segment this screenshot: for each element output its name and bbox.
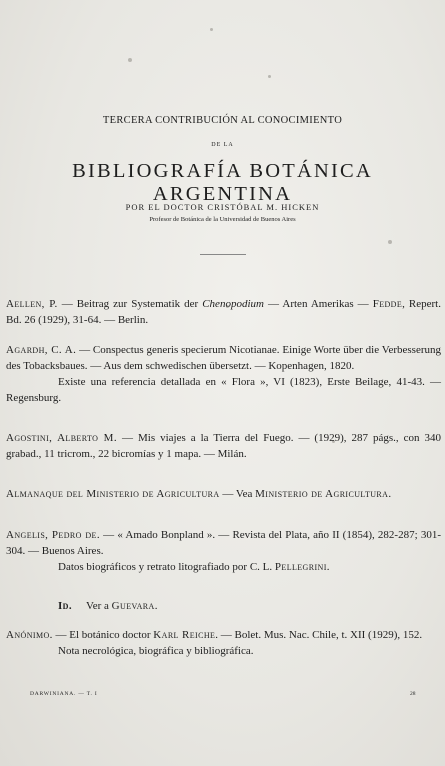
bibliography-entry: Almanaque del Ministerio de Agricultura — Vea Ministerio de Agricultura.	[6, 488, 392, 500]
bibliography-entry: Id. Ver a Guevara.	[58, 600, 158, 612]
bibliography-entry: Agardh, C. A. — Conspectus generis specierum Nicotianae. Einige Worte über die Verbesserung des Tobacksbaues. — Aus dem schwedischen übersetzt. — Kopenhagen, 1820. Existe una referencia detallada en « Flora », VI (1823), Erste Beilage, 41-43. — Regensburg.	[6, 344, 441, 404]
paper-speck	[128, 58, 132, 62]
bibliography-entry: Anónimo. — El botánico doctor Karl Reiche. — Bolet. Mus. Nac. Chile, t. XII (1929), 152. Nota necrológica, biográfica y bibliográfica.	[6, 627, 441, 659]
entry-author: Agardh, C. A.	[6, 344, 77, 356]
entry-author: Anónimo.	[6, 629, 53, 641]
series-connector: DE LA	[211, 142, 234, 148]
entry-author: Angelis, Pedro de.	[6, 529, 100, 541]
bibliography-entry: Aellen, P. — Beitrag zur Systematik der Chenopodium — Arten Amerikas — Fedde, Repert. Bd. 26 (1929), 31-64. — Berlin.	[6, 298, 441, 326]
entry-author: Id.	[58, 600, 73, 612]
entry-note: Nota necrológica, biográfica y bibliográfica.	[58, 645, 254, 657]
running-footer: DARWINIANA. — T. I	[30, 691, 98, 697]
paper-speck	[388, 240, 392, 244]
page-number: 28	[410, 691, 416, 697]
bibliography-entry: Agostini, Alberto M. — Mis viajes a la Tierra del Fuego. — (1929), 287 págs., con 340 grabad., 11 tricrom., 22 bicromías y 1 mapa. — Milán.	[6, 432, 441, 460]
entry-note: Datos biográficos y retrato litografiado por C. L. Pellegrini.	[58, 561, 330, 573]
bibliography-entry: Angelis, Pedro de. — « Amado Bonpland ». — Revista del Plata, año II (1854), 282-287; 301-304. — Buenos Aires. Datos biográficos y retrato litografiado por C. L. Pellegrini.	[6, 529, 441, 573]
series-heading: TERCERA CONTRIBUCIÓN AL CONOCIMIENTO	[102, 115, 343, 126]
entry-taxon: Chenopodium	[202, 298, 264, 310]
entry-author: Aellen, P.	[6, 298, 58, 310]
entry-author: Agostini, Alberto M.	[6, 432, 118, 444]
paper-speck	[268, 75, 271, 78]
entry-author: Almanaque del Ministerio de Agricultura	[6, 488, 220, 500]
divider	[200, 254, 246, 255]
author-affiliation: Profesor de Botánica de la Universidad de Buenos Aires	[149, 216, 296, 223]
page-title: BIBLIOGRAFÍA BOTÁNICA ARGENTINA	[72, 160, 373, 205]
paper-speck	[210, 28, 213, 31]
author-line: POR EL DOCTOR CRISTÓBAL M. HICKEN	[125, 202, 320, 212]
entry-note: Existe una referencia detallada en « Flora », VI (1823), Erste Beilage, 41-43. — Regensburg.	[6, 376, 441, 404]
